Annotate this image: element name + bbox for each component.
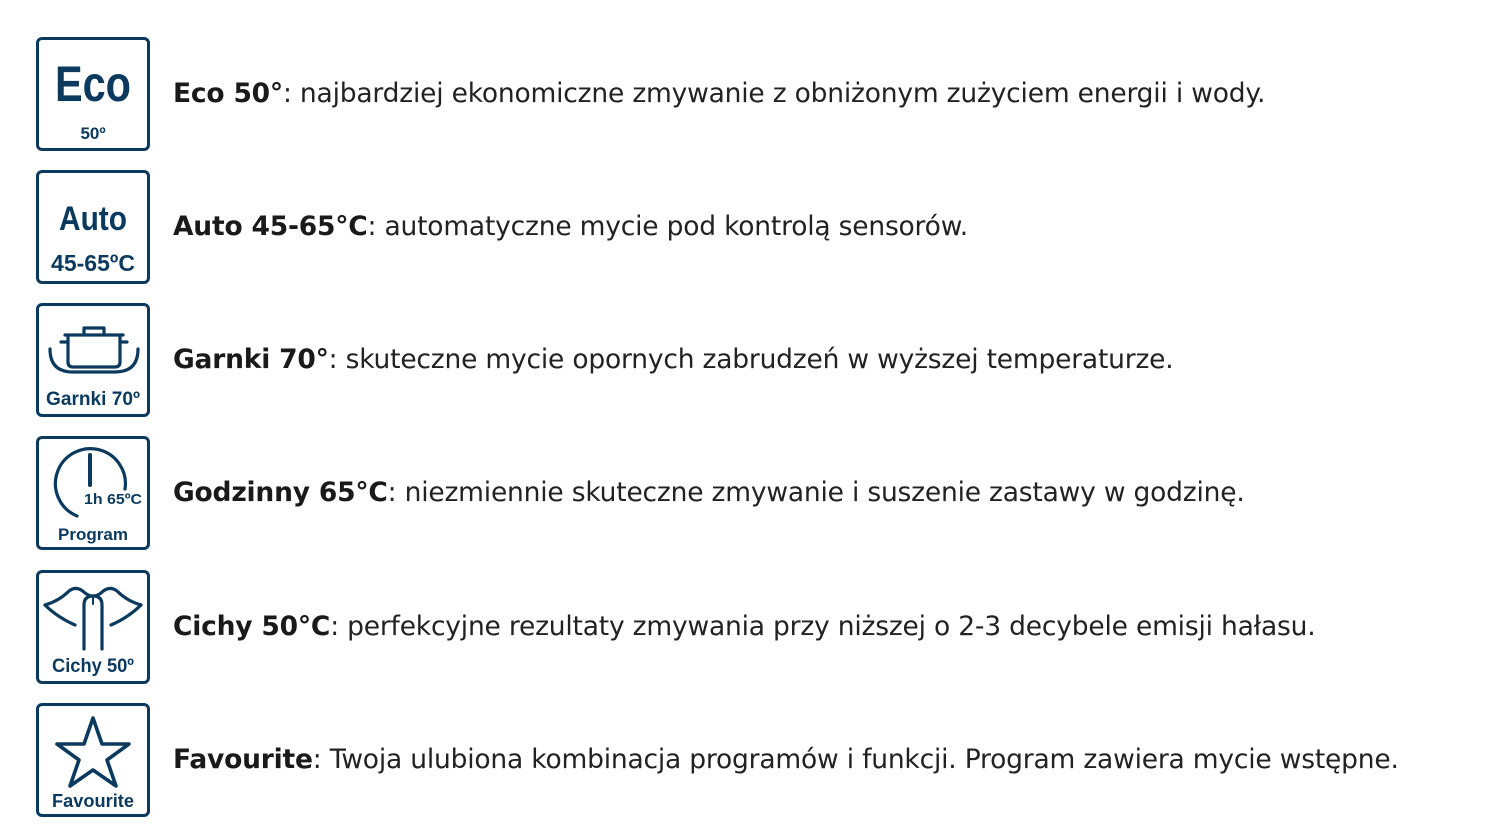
- program-description: [173, 570, 1315, 683]
- program-name: Garnki 70°: [173, 344, 329, 375]
- icon-main-label: 1h 65ºC: [84, 491, 143, 508]
- icon-sub-label: Garnki 70º: [46, 389, 141, 410]
- program-detail: : niezmiennie skuteczne zmywanie i suszenie zastawy w godzinę.: [387, 477, 1245, 508]
- program-row-godzinny: [36, 436, 1476, 549]
- icon-sub-label: 50º: [80, 124, 106, 143]
- pot-icon: [36, 303, 150, 417]
- icon-sub-label: Favourite: [52, 791, 134, 811]
- program-row-favourite: [36, 703, 1476, 816]
- program-row-garnki: [36, 303, 1476, 416]
- icon-sub-label: Program: [58, 525, 128, 544]
- program-description: [173, 703, 1399, 816]
- program-detail: : Twoja ulubiona kombinacja programów i funkcji. Program zawiera mycie wstępne.: [312, 744, 1399, 775]
- program-description: [173, 436, 1245, 549]
- program-row-eco: [36, 37, 1476, 150]
- program-name: Favourite: [173, 744, 313, 775]
- program-description: [173, 303, 1174, 416]
- program-name: Godzinny 65°C: [173, 477, 388, 508]
- program-detail: : perfekcyjne rezultaty zmywania przy niższej o 2-3 decybele emisji hałasu.: [330, 611, 1316, 642]
- program-detail: : najbardziej ekonomiczne zmywanie z obniżonym zużyciem energii i wody.: [282, 78, 1266, 109]
- program-row-cichy: [36, 570, 1476, 683]
- program-row-auto: [36, 170, 1476, 283]
- program-name: Auto 45-65°C: [173, 211, 368, 242]
- auto-icon: [36, 170, 150, 284]
- program-detail: : automatyczne mycie pod kontrolą sensorów.: [367, 211, 968, 242]
- program-detail: : skuteczne mycie opornych zabrudzeń w wyższej temperaturze.: [328, 344, 1174, 375]
- program-name: Cichy 50°C: [173, 611, 331, 642]
- silence-icon: [36, 570, 150, 684]
- program-description: [173, 37, 1265, 150]
- icon-main-label: Auto: [59, 200, 127, 238]
- eco-icon: [36, 37, 150, 151]
- program-description: [173, 170, 968, 283]
- icon-sub-label: 45-65ºC: [51, 250, 135, 276]
- icon-main-label: Eco: [55, 56, 131, 112]
- program-name: Eco 50°: [173, 78, 283, 109]
- star-icon: [36, 703, 150, 817]
- clock-icon: [36, 436, 150, 550]
- icon-sub-label: Cichy 50º: [52, 656, 135, 677]
